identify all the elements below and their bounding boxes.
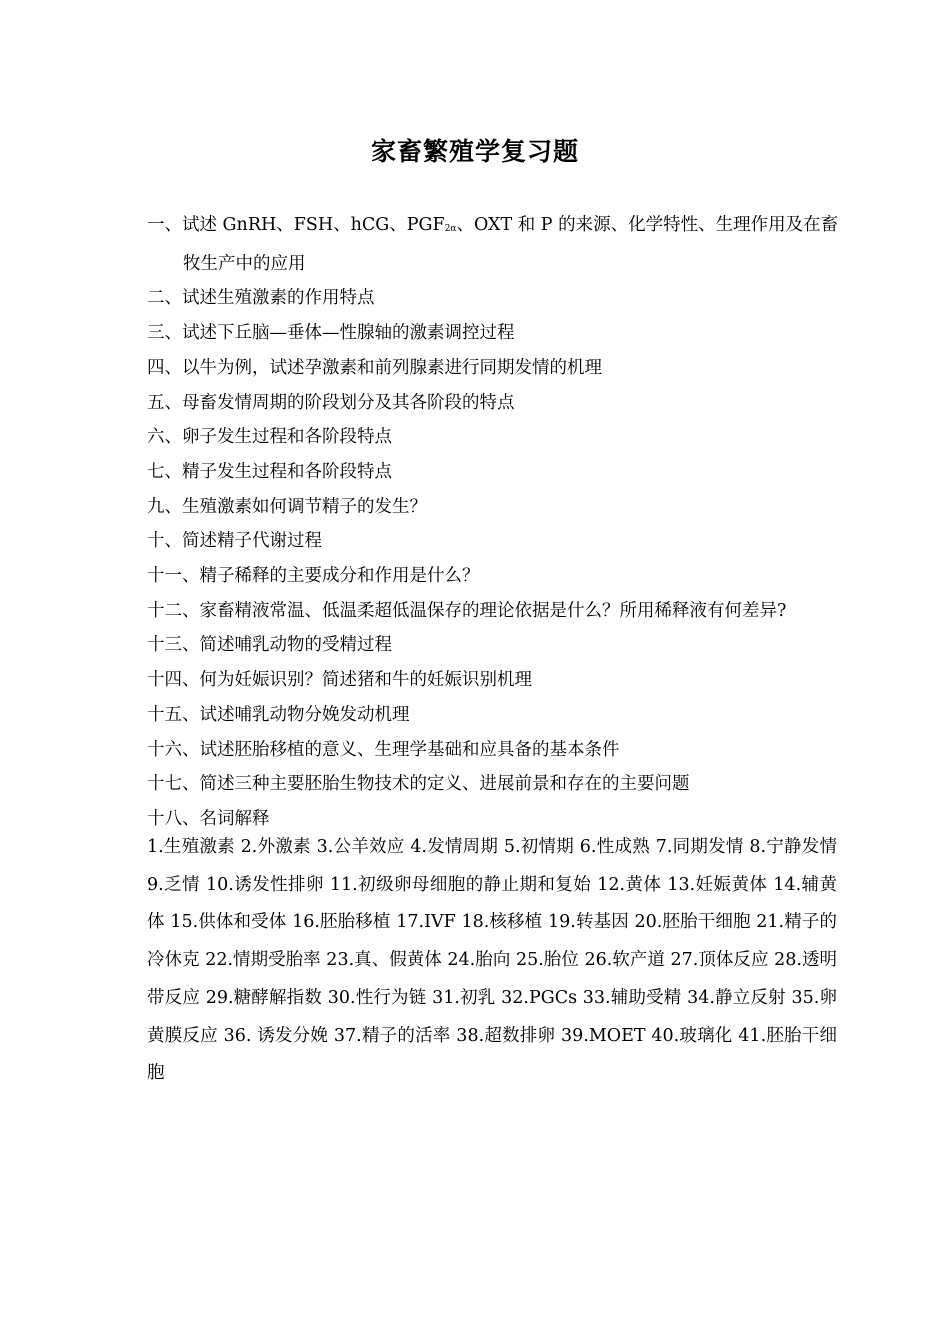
question-item: 十五、试述哺乳动物分娩发动机理 [147, 704, 410, 725]
question-item: 四、以牛为例，试述孕激素和前列腺素进行同期发情的机理 [147, 357, 602, 378]
glossary-terms: 1.生殖激素 2.外激素 3.公羊效应 4.发情周期 5.初情期 6.性成熟 7.同期发情 8.宁静发情 9.乏情 10.诱发性排卵 11.初级卵母细胞的静止期和复始 12.黄体 13.妊娠黄体 14.辅黄体 15.供体和受体 16.胚胎移植 17.IVF 18.核移植 19.转基因 20.胚胎干细胞 21.精子的冷休克 22.情期受胎率 23.真、假黄体 24.胎向 25.胎位 26.软产道 27.顶体反应 28.透明带反应 29.糖酵解指数 30.性行为链 31.初乳 32.PGCs 33.辅助受精 34.静立反射 35.卵黄膜反应 36. 诱发分娩 37.精子的活率 38.超数排卵 39.MOET 40.玻璃化 41.胚胎干细胞 [147, 837, 837, 1084]
question-item: 九、生殖激素如何调节精子的发生？ [147, 496, 427, 517]
question-item: 七、精子发生过程和各阶段特点 [147, 461, 392, 482]
question-item: 十二、家畜精液常温、低温柔超低温保存的理论依据是什么？所用稀释液有何差异? [147, 600, 787, 621]
question-item: 十、简述精子代谢过程 [147, 531, 322, 552]
page-title: 家畜繁殖学复习题 [370, 137, 579, 166]
question-item: 十八、名词解释 [147, 808, 270, 829]
question-item: 十七、简述三种主要胚胎生物技术的定义、进展前景和存在的主要问题 [147, 774, 690, 795]
subscript: 2α [444, 224, 457, 234]
question-item: 一、试述 GnRH、FSH、hCG、$PGF_{2\alpha}$、OXT 和 P 的来源、化学特性、生理作用及在畜牧生产中的应用 [147, 215, 839, 274]
question-list [147, 208, 847, 837]
question-item: 五、母畜发情周期的阶段划分及其各阶段的特点 [147, 392, 515, 413]
question-item: 二、试述生殖激素的作用特点 [147, 288, 375, 309]
question-item: 十一、精子稀释的主要成分和作用是什么？ [147, 566, 480, 587]
question-item: 六、卵子发生过程和各阶段特点 [147, 427, 392, 448]
question-item: 十四、何为妊娠识别？简述猪和牛的妊娠识别机理 [147, 670, 532, 691]
question-item: 三、试述下丘脑—垂体—性腺轴的激素调控过程 [147, 323, 515, 344]
question-item: 十六、试述胚胎移植的意义、生理学基础和应具备的基本条件 [147, 739, 620, 760]
question-item: 十三、简述哺乳动物的受精过程 [147, 635, 392, 656]
